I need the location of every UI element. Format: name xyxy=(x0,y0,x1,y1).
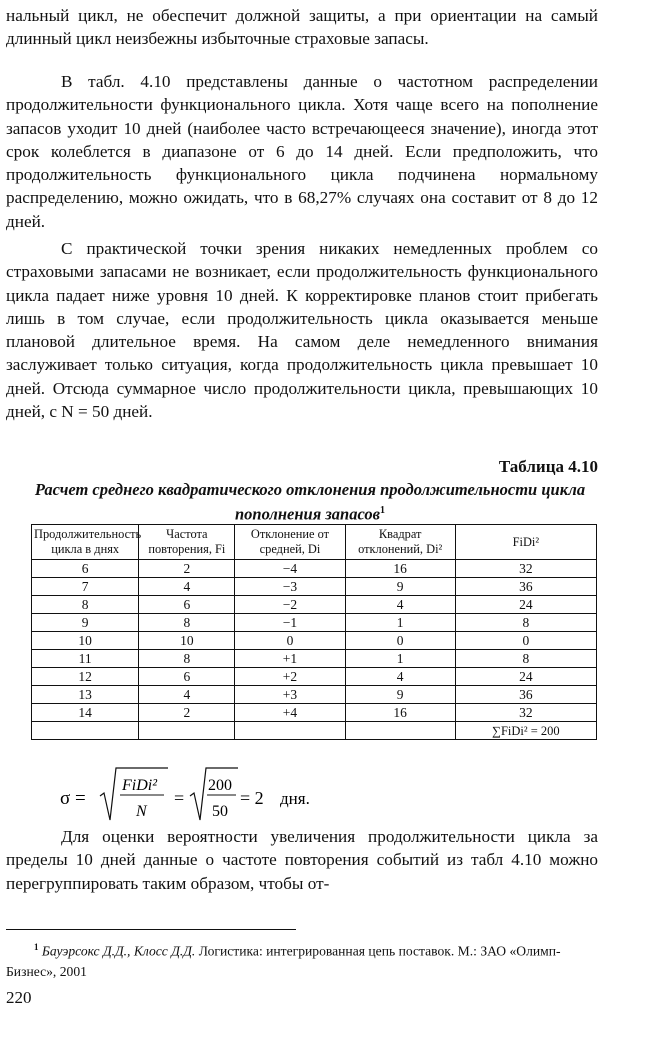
cell: +4 xyxy=(235,704,345,722)
table-row xyxy=(32,578,597,596)
cell: 8 xyxy=(32,596,139,614)
cell: 9 xyxy=(345,578,455,596)
cell: 8 xyxy=(139,650,235,668)
footnote xyxy=(6,937,598,982)
footnote-mark: 1 xyxy=(34,942,39,952)
paragraph-table-intro: В табл. 4.10 представлены данные о частотном распределении продолжительности функционального цикла. Хотя чаще всего на пополнение запасов уходит 10 дней (наиболее часто встречающееся значение), иногда этот срок колеблется в диапазоне от 6 до 14 дней. Если предположить, что продолжительность функционального цикла подчинена нормальному распределению, можно ожидать, что в 68,27% случаях она составит от 8 до 12 дней. xyxy=(6,72,598,231)
cell: 8 xyxy=(455,614,596,632)
header-fd2: FiDi² xyxy=(455,525,596,560)
cell: 7 xyxy=(32,578,139,596)
header-frequency: Частота повторения, Fi xyxy=(139,525,235,560)
cell: 4 xyxy=(139,578,235,596)
cell: −3 xyxy=(235,578,345,596)
cell: 6 xyxy=(139,596,235,614)
cell: 12 xyxy=(32,668,139,686)
cell: 1 xyxy=(345,614,455,632)
result: = 2 xyxy=(240,788,264,808)
empty-cell xyxy=(139,722,235,740)
paragraph-practical: С практической точки зрения никаких немедленных проблем со страховыми запасами не возникает, если продолжительность функционального цикла падает ниже уровня 10 дней. К корректировке планов стоит прибегать лишь в том случае, если продолжительность цикла оказывается меньше плановой длительное время. На самом деле немедленного внимания заслуживает только ситуация, когда продолжительность цикла превышает 10 дней. Отсюда суммарное число продолжительности цикла, превышающих 10 дней, с N = 50 дней. xyxy=(6,239,598,422)
formula-graphic xyxy=(40,764,340,826)
cell: 1 xyxy=(345,650,455,668)
denominator-1: N xyxy=(136,803,147,820)
cell: 14 xyxy=(32,704,139,722)
cell: 4 xyxy=(345,596,455,614)
cell: 24 xyxy=(455,668,596,686)
cell: 2 xyxy=(139,560,235,578)
cell: 16 xyxy=(345,560,455,578)
table-row xyxy=(32,650,597,668)
table-title-text: Расчет среднего квадратического отклонения продолжительности цикла пополнения запасов xyxy=(34,480,586,524)
cell: 32 xyxy=(455,560,596,578)
cell: 0 xyxy=(235,632,345,650)
cell: 10 xyxy=(32,632,139,650)
table-row xyxy=(32,614,597,632)
cell: −2 xyxy=(235,596,345,614)
footnote-divider xyxy=(6,929,296,930)
table-row xyxy=(32,704,597,722)
table-label: Таблица 4.10 xyxy=(498,457,598,476)
radical-1 xyxy=(100,768,168,820)
cell: 36 xyxy=(455,686,596,704)
empty-cell xyxy=(32,722,139,740)
table-header-row xyxy=(32,525,597,560)
equals-sign: = xyxy=(174,788,185,808)
footnote-text: Логистика: интегрированная цепь поставок. М.: ЗАО «Олимп-Бизнес», 2001 xyxy=(6,943,561,979)
paragraph-continuation: нальный цикл, не обеспечит должной защиты, а при ориентации на самый длинный цикл неизбежны избыточные страховые запасы. xyxy=(6,6,598,49)
table-row xyxy=(32,632,597,650)
table-footnote-mark: 1 xyxy=(380,505,385,516)
unit-label: дня. xyxy=(280,789,310,808)
page-number: 220 xyxy=(6,988,32,1007)
cell: 0 xyxy=(345,632,455,650)
cell: 4 xyxy=(345,668,455,686)
cell: 13 xyxy=(32,686,139,704)
table-row xyxy=(32,668,597,686)
header-cycle-days: Продолжительность цикла в днях xyxy=(32,525,139,560)
cell: 8 xyxy=(139,614,235,632)
cell: 2 xyxy=(139,704,235,722)
cell: 32 xyxy=(455,704,596,722)
footnote-authors: Бауэрсокс Д.Д., Клосс Д.Д. xyxy=(41,943,196,959)
cell: 24 xyxy=(455,596,596,614)
empty-cell xyxy=(345,722,455,740)
cell: 16 xyxy=(345,704,455,722)
cell: −4 xyxy=(235,560,345,578)
deviation-table xyxy=(31,524,597,740)
sigma-formula xyxy=(40,764,340,824)
cell: +2 xyxy=(235,668,345,686)
sum-cell: ∑FiDi² = 200 xyxy=(455,722,596,740)
denominator-2: 50 xyxy=(212,803,228,820)
cell: −1 xyxy=(235,614,345,632)
table-title xyxy=(30,479,590,525)
cell: 11 xyxy=(32,650,139,668)
table-row xyxy=(32,686,597,704)
cell: 10 xyxy=(139,632,235,650)
cell: 8 xyxy=(455,650,596,668)
cell: 9 xyxy=(345,686,455,704)
table-row xyxy=(32,560,597,578)
empty-cell xyxy=(235,722,345,740)
numerator-2: 200 xyxy=(208,777,232,794)
cell: 0 xyxy=(455,632,596,650)
sigma-symbol: σ = xyxy=(60,788,86,809)
table-sum-row xyxy=(32,722,597,740)
paragraph-regroup: Для оценки вероятности увеличения продолжительности цикла за пределы 10 дней данные о частоте повторения событий из табл 4.10 можно перегруппировать таким образом, чтобы от- xyxy=(6,827,598,893)
cell: 36 xyxy=(455,578,596,596)
cell: 9 xyxy=(32,614,139,632)
table-row xyxy=(32,596,597,614)
cell: 6 xyxy=(32,560,139,578)
header-squared-deviation: Квадрат отклонений, Di² xyxy=(345,525,455,560)
cell: 4 xyxy=(139,686,235,704)
cell: +3 xyxy=(235,686,345,704)
numerator-1: FiDi² xyxy=(122,777,158,794)
cell: 6 xyxy=(139,668,235,686)
cell: +1 xyxy=(235,650,345,668)
header-deviation: Отклонение от средней, Di xyxy=(235,525,345,560)
